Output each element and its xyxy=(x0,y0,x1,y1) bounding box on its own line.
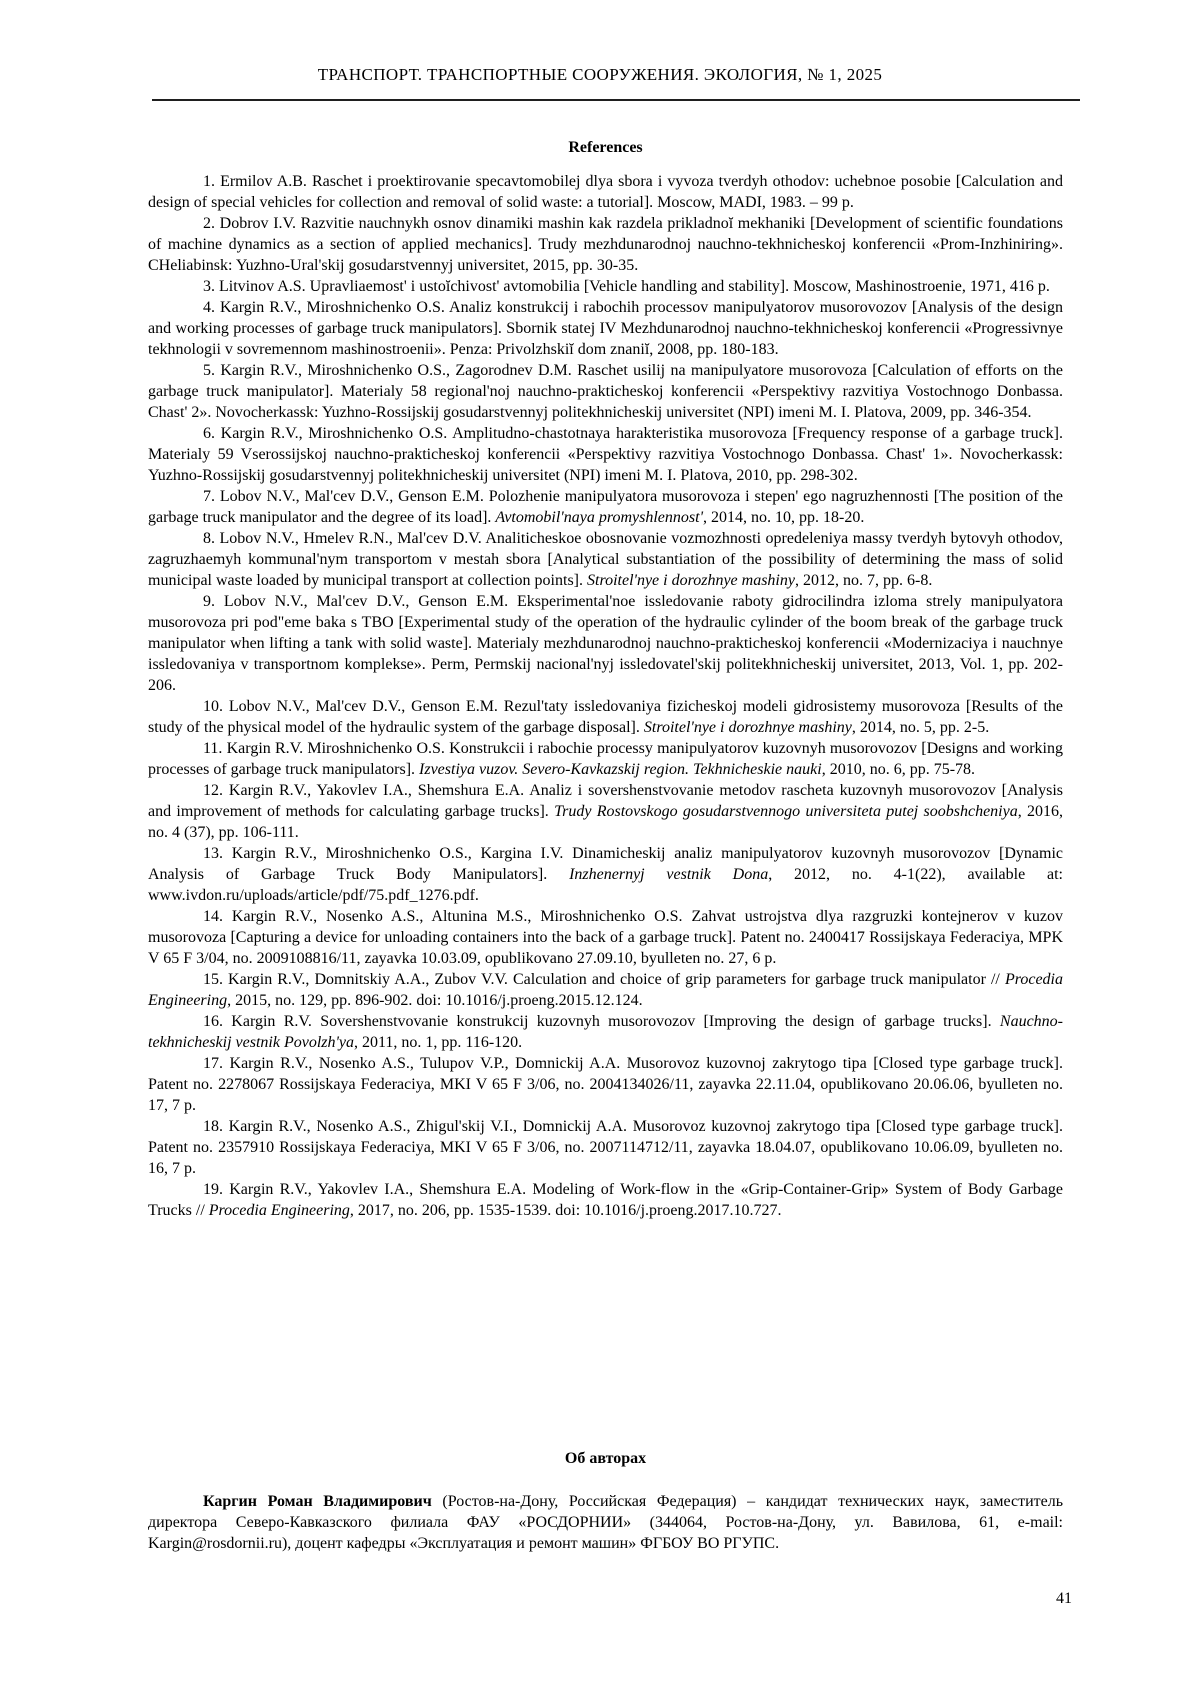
journal-name-italic: Avtomobil'naya promyshlennost' xyxy=(495,509,703,526)
about-authors-section xyxy=(148,1448,1063,1554)
reference-item xyxy=(148,360,1063,423)
reference-text: 14. Kargin R.V., Nosenko A.S., Altunina M.S., Miroshnichenko O.S. Zahvat ustrojstva dlya razgruzki kontejnerov v kuzov musorovoza [Capturing a device for unloading containers into the back of a garbage truck]. Patent no. 2400417 Rossijskaya Federaciya, MPK V 65 F 3/04, no. 2009108816/11, zayavka 10.03.09, opublikovano 27.09.10, byulleten no. 27, 6 p. xyxy=(148,908,1063,967)
journal-name-italic: Inzhenernyj vestnik Dona xyxy=(569,866,769,883)
reference-text: 17. Kargin R.V., Nosenko A.S., Tulupov V.P., Domnickij A.A. Musorovoz kuzovnoj zakrytogo tipa [Closed type garbage truck]. Patent no. 2278067 Rossijskaya Federaciya, MKI V 65 F 3/06, no. 2004134026/11, zayavka 22.11.04, opublikovano 20.06.06, byulleten no. 17, 7 p. xyxy=(148,1055,1063,1114)
reference-text: 16. Kargin R.V. Sovershenstvovanie konstrukcij kuzovnyh musorovozov [Improving the design of garbage trucks]. xyxy=(203,1013,1000,1030)
journal-name-italic: Stroitel'nye i dorozhnye mashiny xyxy=(587,572,795,589)
reference-item xyxy=(148,276,1063,297)
reference-item xyxy=(148,591,1063,696)
reference-item xyxy=(148,297,1063,360)
reference-text: 4. Kargin R.V., Miroshnichenko O.S. Analiz konstrukcij i rabochih processov manipulyatorov musorovozov [Analysis of the design and working processes of garbage truck manipulators]. Sbornik statej IV Mezhdunarodnoj nauchno-tekhnicheskoj konferencii «Progressivnye tekhnologii v sovremennom mashinostroenii». Penza: Privolzhskiĭ dom znaniĭ, 2008, pp. 180-183. xyxy=(148,299,1063,358)
journal-name-italic: Procedia Engineering xyxy=(148,971,1063,1009)
reference-text: , 2012, no. 7, pp. 6-8. xyxy=(794,572,933,589)
reference-item xyxy=(148,906,1063,969)
author-name-bold: Каргин Роман Владимирович xyxy=(203,1493,432,1510)
reference-item xyxy=(148,1053,1063,1116)
journal-name-italic: Izvestiya vuzov. Severo-Kavkazskij region. Tekhnicheskie nauki xyxy=(419,761,822,778)
reference-item xyxy=(148,843,1063,906)
reference-text: , 2014, no. 5, pp. 2-5. xyxy=(851,719,990,736)
reference-text: 19. Kargin R.V., Yakovlev I.A., Shemshura E.A. Modeling of Work-flow in the «Grip-Container-Grip» System of Body Garbage Trucks // xyxy=(148,1181,1063,1219)
reference-text: 11. Kargin R.V. Miroshnichenko O.S. Konstrukcii i rabochie processy manipulyatorov kuzovnyh musorovozov [Designs and working processes of garbage truck manipulators]. xyxy=(148,740,1063,778)
reference-item xyxy=(148,1116,1063,1179)
reference-text: , 2012, no. 4-1(22), available at: www.ivdon.ru/uploads/article/pdf/75.pdf_1276.pdf. xyxy=(148,866,1064,904)
reference-text: 18. Kargin R.V., Nosenko A.S., Zhigul'skij V.I., Domnickij A.A. Musorovoz kuzovnoj zakrytogo tipa [Closed type garbage truck]. Patent no. 2357910 Rossijskaya Federaciya, MKI V 65 F 3/06, no. 2007114712/11, zayavka 18.04.07, opublikovano 10.06.09, byulleten no. 16, 7 p. xyxy=(148,1118,1063,1177)
author-bio xyxy=(148,1491,1063,1554)
reference-item xyxy=(148,696,1063,738)
reference-text: 15. Kargin R.V., Domnitskiy A.A., Zubov V.V. Calculation and choice of grip parameters for garbage truck manipulator // xyxy=(203,971,1005,988)
journal-title: ТРАНСПОРТ. ТРАНСПОРТНЫЕ СООРУЖЕНИЯ. ЭКОЛОГИЯ, № 1, 2025 xyxy=(317,65,883,84)
reference-text: , 2016, no. 4 (37), pp. 106-111. xyxy=(148,803,1064,841)
reference-text: 10. Lobov N.V., Mal'cev D.V., Genson E.M. Rezul'taty issledovaniya fizicheskoj modeli gidrosistemy musorovoza [Results of the study of the physical model of the hydraulic system of the garbage disposal]. xyxy=(148,698,1063,736)
reference-text: , 2014, no. 10, pp. 18-20. xyxy=(702,509,865,526)
reference-text: , 2017, no. 206, pp. 1535-1539. doi: 10.1016/j.proeng.2017.10.727. xyxy=(349,1202,782,1219)
reference-text: , 2010, no. 6, pp. 75-78. xyxy=(821,761,976,778)
reference-text: 1. Ermilov A.B. Raschet i proektirovanie specavtomobilej dlya sbora i vyvoza tverdyh othodov: uchebnoe posobie [Calculation and design of special vehicles for collection and removal of solid waste: a tutorial]. Moscow, MADI, 1983. – 99 p. xyxy=(148,173,1063,211)
reference-text: 6. Kargin R.V., Miroshnichenko O.S. Amplitudno-chastotnaya harakteristika musorovoza [Frequency response of a garbage truck]. Materialy 59 Vserossijskoj nauchno-prakticheskoj konferencii «Perspektivy razvitiya Vostochnogo Donbassa. Chast' 1». Novocherkassk: Yuzhno-Rossijskij gosudarstvennyj politekhnicheskij universitet (NPI) imeni M. I. Platova, 2010, pp. 298-302. xyxy=(148,425,1063,484)
reference-text: 13. Kargin R.V., Miroshnichenko O.S., Kargina I.V. Dinamicheskij analiz manipulyatorov kuzovnyh musorovozov [Dynamic Analysis of Garbage Truck Body Manipulators]. xyxy=(148,845,1063,883)
about-authors-heading: Об авторах xyxy=(564,1450,647,1467)
reference-item xyxy=(148,423,1063,486)
reference-item xyxy=(148,969,1063,1011)
references-heading: References xyxy=(568,139,643,156)
reference-item xyxy=(148,1011,1063,1053)
reference-text: 7. Lobov N.V., Mal'cev D.V., Genson E.M. Polozhenie manipulyatora musorovoza i stepen' ego nagruzhennosti [The position of the garbage truck manipulator and the degree of its load]. xyxy=(148,488,1063,526)
journal-name-italic: Procedia Engineering xyxy=(208,1202,350,1219)
reference-text: 12. Kargin R.V., Yakovlev I.A., Shemshura E.A. Analiz i sovershenstvovanie metodov rascheta kuzovnyh musorovozov [Analysis and improvement of methods for calculating garbage trucks]. xyxy=(148,782,1063,820)
references-list xyxy=(148,171,1063,1221)
reference-text: 2. Dobrov I.V. Razvitie nauchnykh osnov dinamiki mashin kak razdela prikladnoĭ mekhaniki [Development of scientific foundations of machine dynamics as a section of applied mechanics]. Trudy mezhdunarodnoj nauchno-tekhnicheskoj konferencii «Prom-Inzhiniring». CHeliabinsk: Yuzhno-Ural'skij gosudarstvennyj universitet, 2015, pp. 30-35. xyxy=(148,215,1063,274)
reference-item xyxy=(148,1179,1063,1221)
reference-text: 5. Kargin R.V., Miroshnichenko O.S., Zagorodnev D.M. Raschet usilij na manipulyatore musorovoza [Calculation of efforts on the garbage truck manipulator]. Materialy 58 regional'noj nauchno-prakticheskoj konferencii «Perspektivy razvitiya Vostochnogo Donbassa. Chast' 2». Novocherkassk: Yuzhno-Rossijskij gosudarstvennyj politekhnicheskij universitet (NPI) imeni M. I. Platova, 2009, pp. 346-354. xyxy=(148,362,1063,421)
references-section xyxy=(0,137,1200,1221)
reference-item xyxy=(148,486,1063,528)
reference-item xyxy=(148,738,1063,780)
reference-item xyxy=(148,213,1063,276)
page-number: 41 xyxy=(1056,1590,1072,1607)
reference-text: 3. Litvinov A.S. Upravliaemost' i ustoĭchivost' avtomobilia [Vehicle handling and stability]. Moscow, Mashinostroenie, 1971, 416 p. xyxy=(203,278,1050,295)
author-bio-text: (Ростов-на-Дону, Российская Федерация) – кандидат технических наук, заместитель директора Северо-Кавказского филиала ФАУ «РОСДОРНИИ» (344064, Ростов-на-Дону, ул. Вавилова, 61, e-mail: Kargin@rosdornii.ru), доцент кафедры «Эксплуатация и ремонт машин» ФГБОУ ВО РГУПС. xyxy=(148,1493,1064,1552)
journal-name-italic: Stroitel'nye i dorozhnye mashiny xyxy=(643,719,852,736)
reference-item xyxy=(148,780,1063,843)
page-header xyxy=(0,0,1200,101)
reference-text: , 2011, no. 1, pp. 116-120. xyxy=(354,1034,523,1051)
reference-text: , 2015, no. 129, pp. 896-902. doi: 10.1016/j.proeng.2015.12.124. xyxy=(227,992,643,1009)
reference-text: 8. Lobov N.V., Hmelev R.N., Mal'cev D.V. Analiticheskoe obosnovanie vozmozhnosti opredeleniya massy tverdyh bytovyh othodov, zagruzhaemyh kommunal'nym transportom v mestah sbora [Analytical substantiation of the possibility of determining the mass of solid municipal waste loaded by municipal transport at collection points]. xyxy=(148,530,1063,589)
reference-text: 9. Lobov N.V., Mal'cev D.V., Genson E.M. Eksperimental'noe issledovanie raboty gidrocilindra izloma strely manipulyatora musorovoza pri pod"eme baka s TBO [Experimental study of the operation of the hydraulic cylinder of the boom break of the garbage truck manipulator when lifting a tank with solid waste]. Materialy mezhdunarodnoj nauchno-prakticheskoj konferencii «Modernizaciya i nauchnye issledovaniya v transportnom komplekse». Perm, Permskij nacional'nyj issledovatel'skij politekhnicheskij universitet, 2013, Vol. 1, pp. 202-206. xyxy=(148,593,1063,694)
journal-name-italic: Trudy Rostovskogo gosudarstvennogo universiteta putej soobshcheniya xyxy=(554,803,1018,820)
journal-name-italic: Nauchno-tekhnicheskij vestnik Povolzh'ya xyxy=(148,1013,1063,1051)
reference-item xyxy=(148,171,1063,213)
reference-item xyxy=(148,528,1063,591)
header-rule xyxy=(152,99,1080,101)
